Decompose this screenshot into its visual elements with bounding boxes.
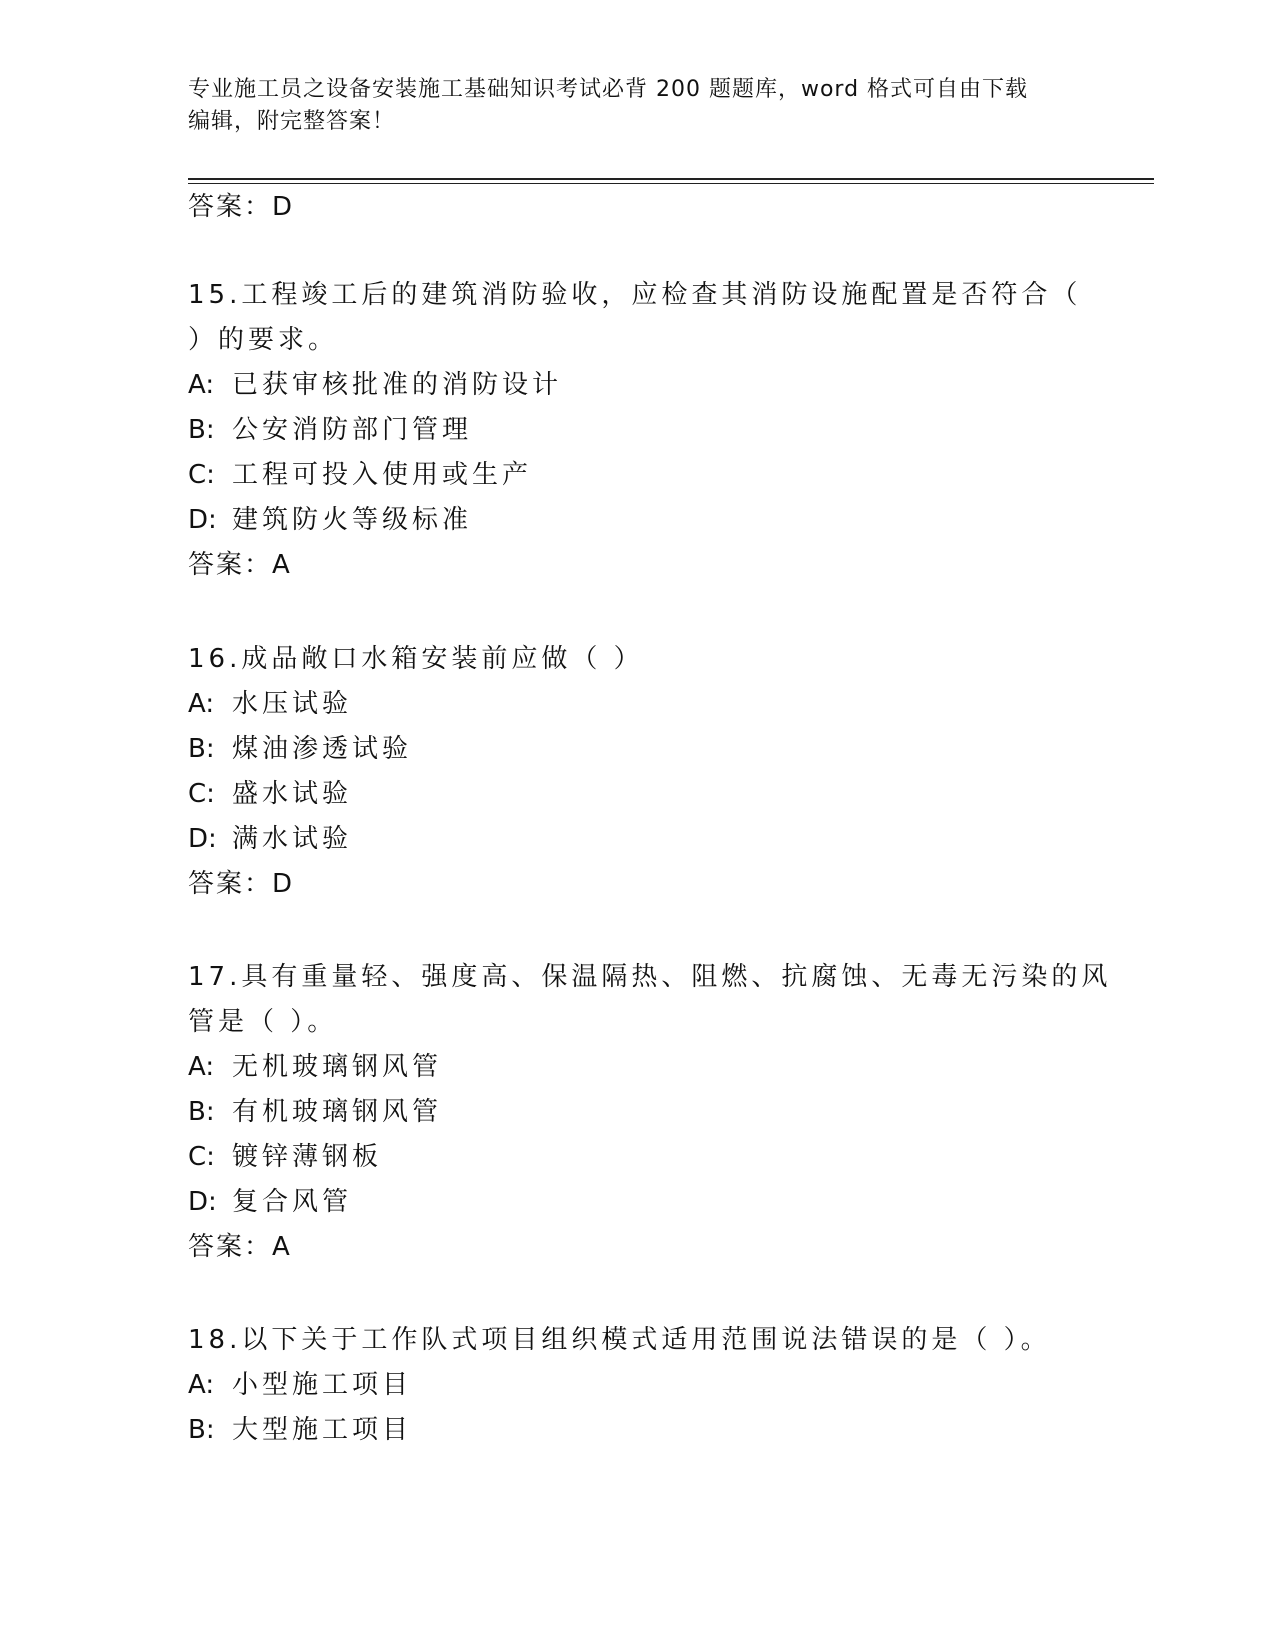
option-key: C: <box>188 1142 215 1172</box>
question-stem-continued: ）的要求。 <box>188 325 339 355</box>
option-d <box>188 1180 1088 1225</box>
option-key: C: <box>188 779 215 809</box>
question-16 <box>188 637 1088 907</box>
option-b <box>188 408 1088 453</box>
option-text: 工程可投入使用或生产 <box>232 460 533 490</box>
option-key: A: <box>188 370 215 400</box>
header-rule-thick <box>188 178 1154 180</box>
option-d <box>188 817 1088 862</box>
option-a <box>188 363 1088 408</box>
option-key: D: <box>188 1187 217 1217</box>
question-15 <box>188 273 1088 588</box>
option-key: A: <box>188 1052 215 1082</box>
option-d <box>188 498 1088 543</box>
option-key: A: <box>188 1370 215 1400</box>
answer: 答案：A <box>188 1232 292 1262</box>
header-line-1: 专业施工员之设备安装施工基础知识考试必背 200 题题库，word 格式可自由下载 <box>188 77 1029 102</box>
option-key: B: <box>188 734 215 764</box>
option-key: A: <box>188 689 215 719</box>
option-a <box>188 1363 1088 1408</box>
document-header <box>188 74 1078 138</box>
option-c <box>188 453 1088 498</box>
option-text: 小型施工项目 <box>232 1370 413 1400</box>
answer: 答案：A <box>188 550 292 580</box>
option-b <box>188 1408 1088 1453</box>
option-text: 水压试验 <box>232 689 353 719</box>
header-line-2: 编辑，附完整答案！ <box>188 109 396 134</box>
question-stem: 17.具有重量轻、强度高、保温隔热、阻燃、抗腐蚀、无毒无污染的风 <box>188 962 1112 992</box>
question-18 <box>188 1318 1088 1453</box>
option-c <box>188 1135 1088 1180</box>
question-17 <box>188 955 1112 1270</box>
option-text: 有机玻璃钢风管 <box>232 1097 443 1127</box>
option-text: 大型施工项目 <box>232 1415 413 1445</box>
option-key: C: <box>188 460 215 490</box>
option-text: 煤油渗透试验 <box>232 734 413 764</box>
question-stem: 18.以下关于工作队式项目组织模式适用范围说法错误的是（ ）。 <box>188 1325 1051 1355</box>
option-text: 已获审核批准的消防设计 <box>232 370 563 400</box>
option-c <box>188 772 1088 817</box>
option-text: 盛水试验 <box>232 779 353 809</box>
question-stem: 15.工程竣工后的建筑消防验收，应检查其消防设施配置是否符合（ <box>188 280 1082 310</box>
previous-answer: 答案：D <box>188 192 295 222</box>
header-rule-thin <box>188 183 1154 184</box>
option-text: 满水试验 <box>232 824 353 854</box>
option-text: 建筑防火等级标准 <box>232 505 473 535</box>
option-key: D: <box>188 824 217 854</box>
option-key: D: <box>188 505 217 535</box>
previous-answer-block <box>188 185 1088 230</box>
option-text: 镀锌薄钢板 <box>232 1142 383 1172</box>
question-stem-continued: 管是（ ）。 <box>188 1007 338 1037</box>
option-key: B: <box>188 415 215 445</box>
option-b <box>188 1090 1088 1135</box>
option-a <box>188 682 1088 727</box>
answer: 答案：D <box>188 869 295 899</box>
option-text: 公安消防部门管理 <box>232 415 473 445</box>
option-b <box>188 727 1088 772</box>
option-key: B: <box>188 1415 215 1445</box>
question-stem: 16.成品敞口水箱安装前应做（ ） <box>188 644 644 674</box>
option-text: 复合风管 <box>232 1187 353 1217</box>
option-key: B: <box>188 1097 215 1127</box>
option-text: 无机玻璃钢风管 <box>232 1052 443 1082</box>
option-a <box>188 1045 1088 1090</box>
